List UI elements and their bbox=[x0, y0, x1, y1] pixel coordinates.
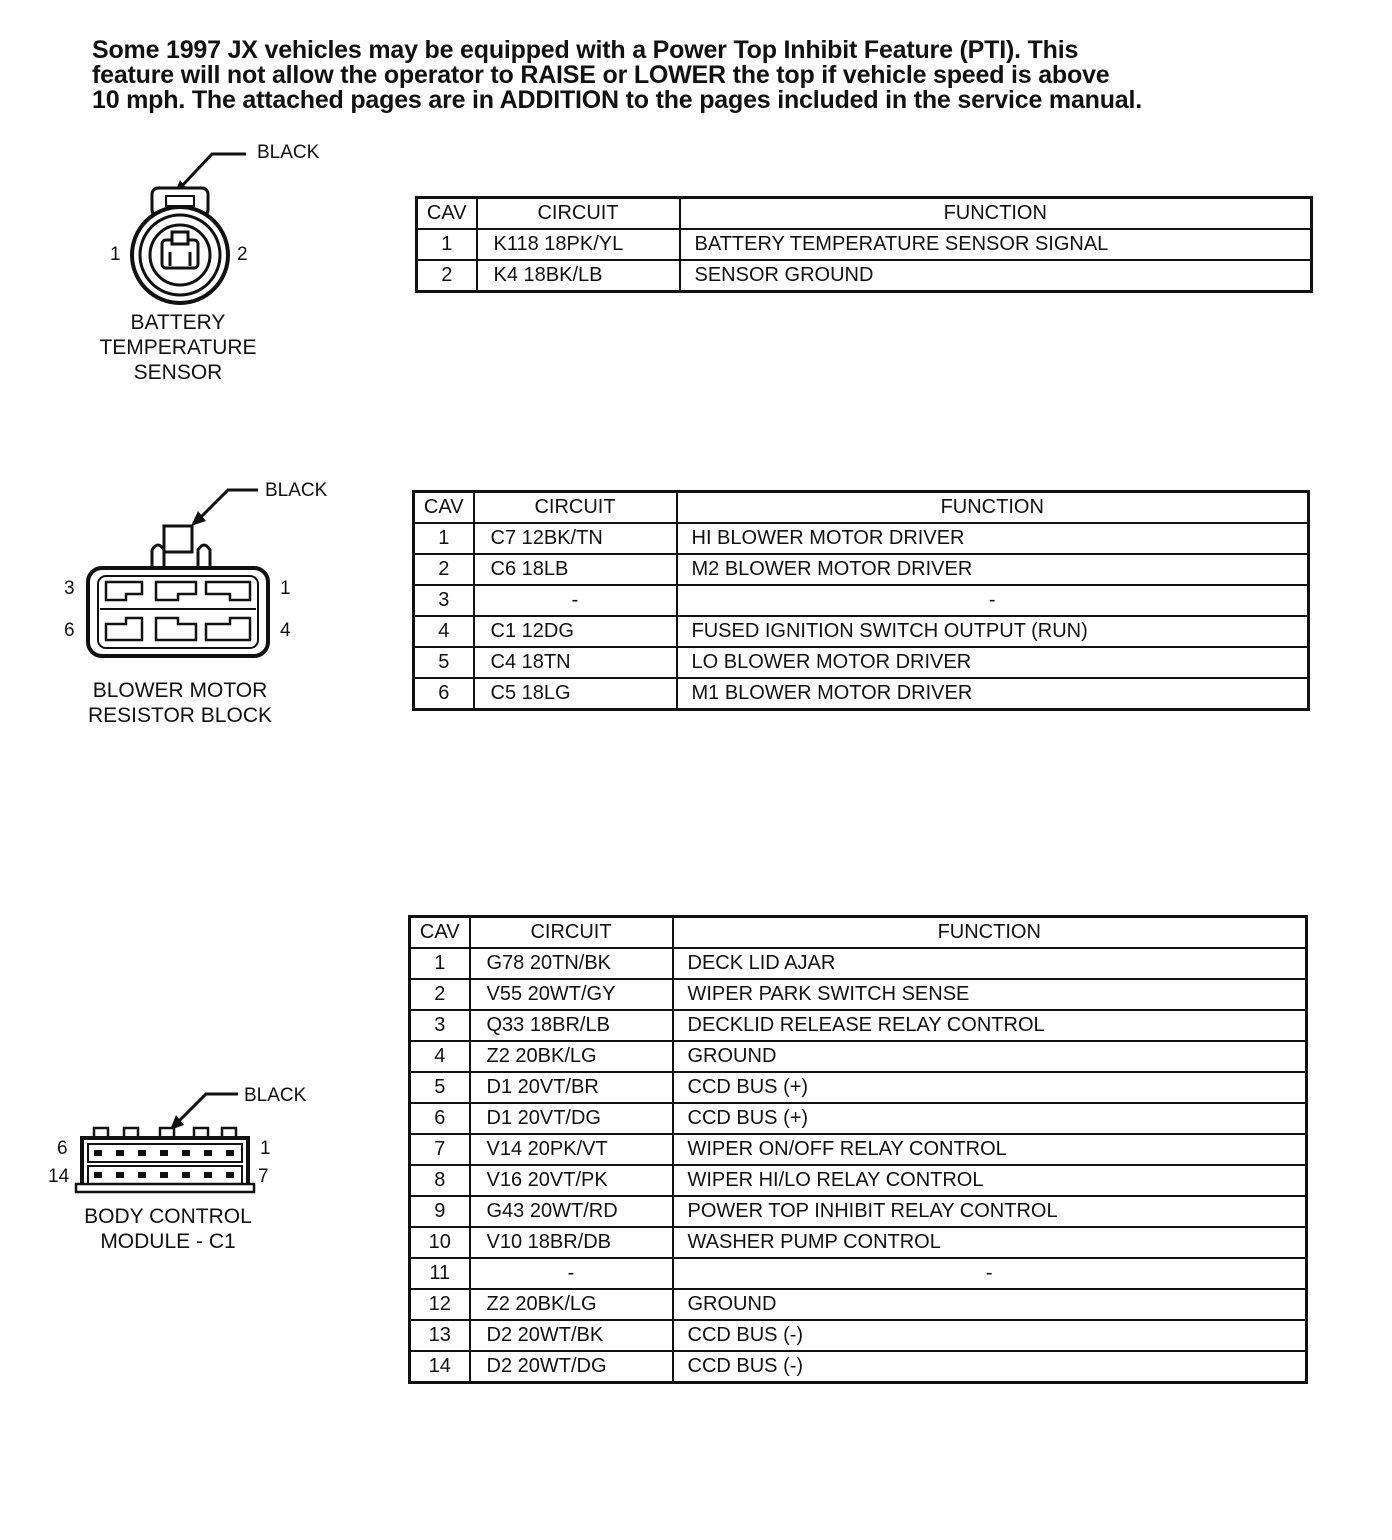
circuit-header: CIRCUIT bbox=[477, 198, 680, 230]
function-cell: M2 BLOWER MOTOR DRIVER bbox=[677, 554, 1309, 585]
cav-cell: 1 bbox=[417, 229, 477, 260]
intro-paragraph bbox=[92, 38, 1312, 113]
cav-cell: 14 bbox=[410, 1351, 470, 1383]
blower-black-label: BLACK bbox=[265, 480, 328, 501]
battery-sensor-pin-1-label: 1 bbox=[110, 244, 121, 265]
cav-cell: 3 bbox=[410, 1010, 470, 1041]
table-body bbox=[410, 948, 1307, 1383]
function-cell: LO BLOWER MOTOR DRIVER bbox=[677, 647, 1309, 678]
caption-line: BODY CONTROL bbox=[84, 1205, 252, 1228]
function-cell: POWER TOP INHIBIT RELAY CONTROL bbox=[673, 1196, 1307, 1227]
cav-cell: 9 bbox=[410, 1196, 470, 1227]
circuit-cell: D1 20VT/BR bbox=[470, 1072, 673, 1103]
caption-line: SENSOR bbox=[133, 361, 223, 384]
table-row bbox=[410, 948, 1307, 979]
bcm-pin-14-label: 14 bbox=[48, 1166, 70, 1187]
circuit-header: CIRCUIT bbox=[474, 492, 677, 524]
circuit-header: CIRCUIT bbox=[470, 917, 673, 949]
cav-cell: 4 bbox=[410, 1041, 470, 1072]
table-row bbox=[410, 1165, 1307, 1196]
function-cell: BATTERY TEMPERATURE SENSOR SIGNAL bbox=[680, 229, 1312, 260]
caption-line: BATTERY bbox=[130, 311, 226, 334]
blower-resistor-connector-drawing bbox=[60, 478, 360, 668]
circuit-cell: C5 18LG bbox=[474, 678, 677, 710]
blower-resistor-pinout-table bbox=[412, 490, 1310, 711]
intro-line-3: 10 mph. The attached pages are in ADDITION to the pages included in the service manual. bbox=[92, 86, 1142, 114]
bcm-pin-1-label: 1 bbox=[260, 1138, 271, 1159]
function-cell: - bbox=[677, 585, 1309, 616]
function-cell: CCD BUS (-) bbox=[673, 1320, 1307, 1351]
blower-pin-3-label: 3 bbox=[64, 578, 75, 599]
function-cell: CCD BUS (+) bbox=[673, 1072, 1307, 1103]
circuit-cell: C7 12BK/TN bbox=[474, 523, 677, 554]
caption-line: RESISTOR BLOCK bbox=[88, 704, 272, 727]
table-row bbox=[410, 1103, 1307, 1134]
circuit-cell: K4 18BK/LB bbox=[477, 260, 680, 292]
cav-cell: 2 bbox=[414, 554, 474, 585]
function-cell: WASHER PUMP CONTROL bbox=[673, 1227, 1307, 1258]
table-row bbox=[410, 1351, 1307, 1383]
function-header: FUNCTION bbox=[673, 917, 1307, 949]
table-row bbox=[417, 229, 1312, 260]
cav-cell: 11 bbox=[410, 1258, 470, 1289]
function-cell: WIPER HI/LO RELAY CONTROL bbox=[673, 1165, 1307, 1196]
circuit-cell: D2 20WT/DG bbox=[470, 1351, 673, 1383]
table-body bbox=[414, 523, 1309, 710]
circuit-cell: D2 20WT/BK bbox=[470, 1320, 673, 1351]
table-row bbox=[414, 647, 1309, 678]
circuit-cell: V55 20WT/GY bbox=[470, 979, 673, 1010]
cav-header: CAV bbox=[417, 198, 477, 230]
cav-header: CAV bbox=[414, 492, 474, 524]
table-row bbox=[410, 979, 1307, 1010]
blower-pin-4-label: 4 bbox=[280, 620, 291, 641]
circuit-cell: - bbox=[470, 1258, 673, 1289]
cav-cell: 2 bbox=[410, 979, 470, 1010]
circuit-cell: Z2 20BK/LG bbox=[470, 1041, 673, 1072]
table-row bbox=[410, 1072, 1307, 1103]
battery-sensor-caption bbox=[78, 310, 278, 385]
cav-header: CAV bbox=[410, 917, 470, 949]
blower-pin-6-label: 6 bbox=[64, 620, 75, 641]
table-row bbox=[414, 678, 1309, 710]
battery-temperature-sensor-connector-diagram bbox=[100, 140, 340, 310]
cav-cell: 12 bbox=[410, 1289, 470, 1320]
cav-cell: 8 bbox=[410, 1165, 470, 1196]
cav-cell: 7 bbox=[410, 1134, 470, 1165]
caption-line: TEMPERATURE bbox=[99, 336, 257, 359]
table-row bbox=[414, 554, 1309, 585]
cav-cell: 6 bbox=[410, 1103, 470, 1134]
blower-resistor-caption bbox=[60, 678, 300, 728]
table-row bbox=[410, 1320, 1307, 1351]
intro-line-2: feature will not allow the operator to RAISE or LOWER the top if vehicle speed is above bbox=[92, 61, 1110, 89]
bcm-caption bbox=[50, 1204, 286, 1254]
intro-line-1: Some 1997 JX vehicles may be equipped with a Power Top Inhibit Feature (PTI). This bbox=[92, 36, 1079, 64]
bcm-black-label: BLACK bbox=[244, 1085, 307, 1106]
function-cell: FUSED IGNITION SWITCH OUTPUT (RUN) bbox=[677, 616, 1309, 647]
table-row bbox=[417, 260, 1312, 292]
cav-cell: 3 bbox=[414, 585, 474, 616]
circuit-cell: Z2 20BK/LG bbox=[470, 1289, 673, 1320]
function-cell: CCD BUS (+) bbox=[673, 1103, 1307, 1134]
circuit-cell: G43 20WT/RD bbox=[470, 1196, 673, 1227]
table-header-row bbox=[414, 492, 1309, 524]
circuit-cell: - bbox=[474, 585, 677, 616]
circuit-cell: D1 20VT/DG bbox=[470, 1103, 673, 1134]
circuit-cell: K118 18PK/YL bbox=[477, 229, 680, 260]
circuit-cell: V14 20PK/VT bbox=[470, 1134, 673, 1165]
circuit-cell: G78 20TN/BK bbox=[470, 948, 673, 979]
table-row bbox=[410, 1010, 1307, 1041]
function-cell: SENSOR GROUND bbox=[680, 260, 1312, 292]
function-cell: WIPER ON/OFF RELAY CONTROL bbox=[673, 1134, 1307, 1165]
circuit-cell: C4 18TN bbox=[474, 647, 677, 678]
blower-motor-resistor-block-connector-diagram bbox=[60, 478, 360, 668]
cav-cell: 13 bbox=[410, 1320, 470, 1351]
function-header: FUNCTION bbox=[680, 198, 1312, 230]
caption-line: BLOWER MOTOR bbox=[92, 679, 268, 702]
battery-sensor-pinout-table bbox=[415, 196, 1313, 293]
table-row bbox=[410, 1289, 1307, 1320]
table-header-row bbox=[417, 198, 1312, 230]
circuit-cell: Q33 18BR/LB bbox=[470, 1010, 673, 1041]
function-cell: CCD BUS (-) bbox=[673, 1351, 1307, 1383]
circuit-cell: V16 20VT/PK bbox=[470, 1165, 673, 1196]
function-cell: HI BLOWER MOTOR DRIVER bbox=[677, 523, 1309, 554]
cav-cell: 5 bbox=[414, 647, 474, 678]
function-cell: DECK LID AJAR bbox=[673, 948, 1307, 979]
battery-sensor-pin-2-label: 2 bbox=[237, 244, 248, 265]
table-row bbox=[414, 585, 1309, 616]
function-cell: GROUND bbox=[673, 1289, 1307, 1320]
table-body bbox=[417, 229, 1312, 292]
table-row bbox=[410, 1227, 1307, 1258]
body-control-module-c1-connector-diagram bbox=[46, 1080, 346, 1200]
function-cell: GROUND bbox=[673, 1041, 1307, 1072]
cav-cell: 2 bbox=[417, 260, 477, 292]
cav-cell: 1 bbox=[414, 523, 474, 554]
table-row bbox=[414, 616, 1309, 647]
function-cell: - bbox=[673, 1258, 1307, 1289]
table-row bbox=[410, 1134, 1307, 1165]
battery-sensor-black-label: BLACK bbox=[257, 142, 320, 163]
function-cell: DECKLID RELEASE RELAY CONTROL bbox=[673, 1010, 1307, 1041]
cav-cell: 4 bbox=[414, 616, 474, 647]
cav-cell: 6 bbox=[414, 678, 474, 710]
circuit-cell: V10 18BR/DB bbox=[470, 1227, 673, 1258]
function-cell: M1 BLOWER MOTOR DRIVER bbox=[677, 678, 1309, 710]
circuit-cell: C1 12DG bbox=[474, 616, 677, 647]
cav-cell: 10 bbox=[410, 1227, 470, 1258]
bcm-pin-6-label: 6 bbox=[57, 1138, 68, 1159]
bcm-pin-7-label: 7 bbox=[258, 1166, 269, 1187]
battery-sensor-connector-drawing bbox=[100, 140, 340, 310]
table-row bbox=[410, 1258, 1307, 1289]
function-header: FUNCTION bbox=[677, 492, 1309, 524]
bcm-c1-pinout-table bbox=[408, 915, 1308, 1384]
circuit-cell: C6 18LB bbox=[474, 554, 677, 585]
table-row bbox=[414, 523, 1309, 554]
blower-pin-1-label: 1 bbox=[280, 578, 291, 599]
cav-cell: 1 bbox=[410, 948, 470, 979]
table-row bbox=[410, 1041, 1307, 1072]
caption-line: MODULE - C1 bbox=[100, 1230, 236, 1253]
table-row bbox=[410, 1196, 1307, 1227]
function-cell: WIPER PARK SWITCH SENSE bbox=[673, 979, 1307, 1010]
table-header-row bbox=[410, 917, 1307, 949]
cav-cell: 5 bbox=[410, 1072, 470, 1103]
